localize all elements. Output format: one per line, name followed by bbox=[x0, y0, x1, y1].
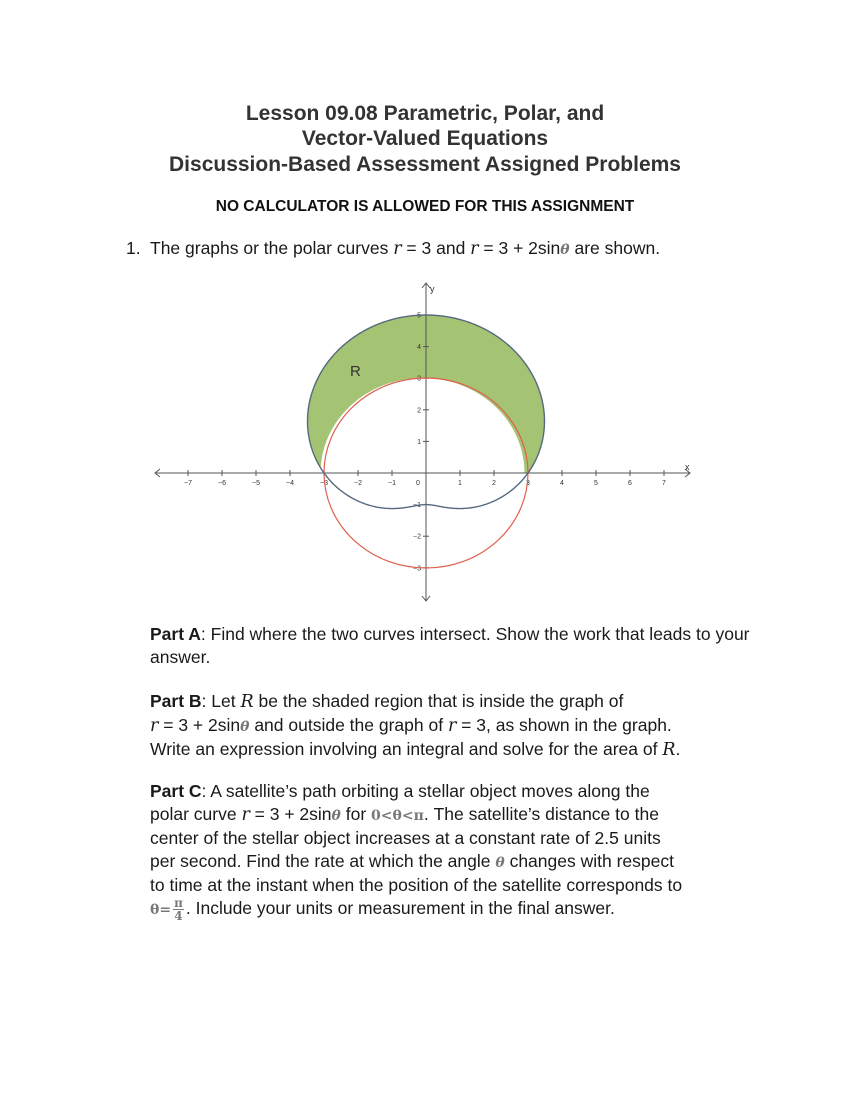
part-b-text: : Let bbox=[201, 691, 241, 711]
var-theta: θ bbox=[560, 242, 570, 258]
part-c-text: to time at the instant when the position of the satellite corresponds to bbox=[150, 875, 683, 895]
q1-text: = 3 and bbox=[401, 238, 471, 258]
part-a-label: Part A bbox=[150, 624, 201, 644]
calculator-notice: NO CALCULATOR IS ALLOWED FOR THIS ASSIGNMENT bbox=[215, 198, 635, 215]
fraction-numerator: π bbox=[174, 895, 183, 910]
x-tick-label: 7 bbox=[662, 480, 666, 487]
x-tick-label: −6 bbox=[218, 480, 226, 487]
part-c-text: . Include your units or measurement in the final answer. bbox=[185, 897, 615, 918]
x-tick-label: 6 bbox=[628, 480, 632, 487]
part-c-text: per second. Find the rate at which the angle bbox=[150, 850, 496, 871]
part-c-text: polar curve bbox=[150, 803, 242, 824]
var-r: r bbox=[393, 239, 402, 259]
part-b-text: Write an expression involving an integral and solve for the area of bbox=[150, 739, 663, 759]
part-b-text: = 3, as shown in the graph. bbox=[456, 714, 672, 735]
q1-text: = 3 + 2sin bbox=[478, 238, 561, 258]
part-b-label: Part B bbox=[150, 691, 202, 711]
y-tick-label: 2 bbox=[417, 407, 421, 415]
pi-over-4-fraction bbox=[173, 897, 184, 922]
q1-text: The graphs or the polar curves bbox=[150, 238, 394, 258]
question-number: 1. bbox=[126, 238, 141, 258]
x-tick-label: −4 bbox=[286, 480, 294, 487]
question-1-prompt bbox=[126, 238, 660, 259]
var-r: r bbox=[241, 804, 250, 825]
part-a-text: : Find where the two curves intersect. Show the work that leads to your answer. bbox=[150, 624, 750, 667]
x-tick-label: −2 bbox=[354, 480, 362, 487]
theta-equals: θ= bbox=[150, 901, 172, 918]
part-c-text: changes with respect bbox=[504, 850, 674, 871]
var-theta: θ bbox=[495, 854, 505, 871]
x-tick-label: 3 bbox=[526, 480, 530, 487]
y-tick-label: 3 bbox=[417, 375, 421, 383]
var-theta: θ bbox=[331, 807, 341, 824]
part-c-text: . The satellite’s distance to the bbox=[423, 803, 659, 824]
var-region: R bbox=[662, 740, 676, 760]
y-tick-label: 5 bbox=[417, 312, 421, 320]
y-tick-label: 4 bbox=[417, 344, 421, 352]
y-tick-label: −1 bbox=[413, 502, 421, 510]
var-region: R bbox=[240, 692, 254, 712]
x-tick-label: 2 bbox=[492, 480, 496, 487]
part-b-text: . bbox=[675, 739, 681, 759]
x-axis-label: x bbox=[685, 462, 690, 472]
x-tick-label: −5 bbox=[252, 480, 260, 487]
polar-graph bbox=[150, 275, 705, 610]
part-c-text: center of the stellar object increases at a constant rate of 2.5 units bbox=[150, 828, 661, 848]
part-c-text: = 3 + 2sin bbox=[249, 803, 332, 824]
var-r: r bbox=[447, 715, 457, 736]
title-line-3: Discussion-Based Assessment Assigned Problems bbox=[169, 153, 681, 176]
x-tick-label: 5 bbox=[594, 480, 598, 487]
var-theta: θ bbox=[240, 718, 250, 735]
title-line-1: Lesson 09.08 Parametric, Polar, and bbox=[245, 102, 605, 125]
x-tick-label: 1 bbox=[458, 480, 462, 487]
x-tick-label: −1 bbox=[388, 480, 396, 487]
part-b bbox=[150, 690, 750, 762]
theta-interval: 0<θ<π bbox=[371, 807, 424, 824]
x-tick-label: −7 bbox=[184, 480, 192, 487]
y-tick-label: −2 bbox=[413, 533, 421, 541]
fraction-denominator: 4 bbox=[174, 908, 183, 923]
y-axis-label: y bbox=[430, 284, 435, 294]
part-a bbox=[150, 623, 750, 668]
part-b-text: = 3 + 2sin bbox=[158, 714, 241, 735]
title-line-2: Vector-Valued Equations bbox=[301, 127, 549, 150]
part-c bbox=[150, 780, 750, 922]
q1-text: are shown. bbox=[569, 238, 661, 258]
x-tick-label: −3 bbox=[320, 480, 328, 487]
x-tick-label: 0 bbox=[416, 480, 420, 487]
x-tick-label: 4 bbox=[560, 480, 564, 487]
part-c-text: : A satellite’s path orbiting a stellar object moves along the bbox=[201, 781, 650, 801]
y-tick-label: 1 bbox=[417, 438, 421, 446]
y-tick-label: −3 bbox=[413, 565, 421, 573]
part-b-text: be the shaded region that is inside the graph of bbox=[253, 691, 624, 711]
part-c-text: for bbox=[340, 803, 372, 824]
var-r: r bbox=[150, 715, 159, 736]
var-r: r bbox=[470, 239, 479, 259]
part-b-text: and outside the graph of bbox=[249, 714, 448, 735]
region-r-label: R bbox=[350, 363, 361, 380]
part-c-label: Part C bbox=[150, 781, 202, 801]
